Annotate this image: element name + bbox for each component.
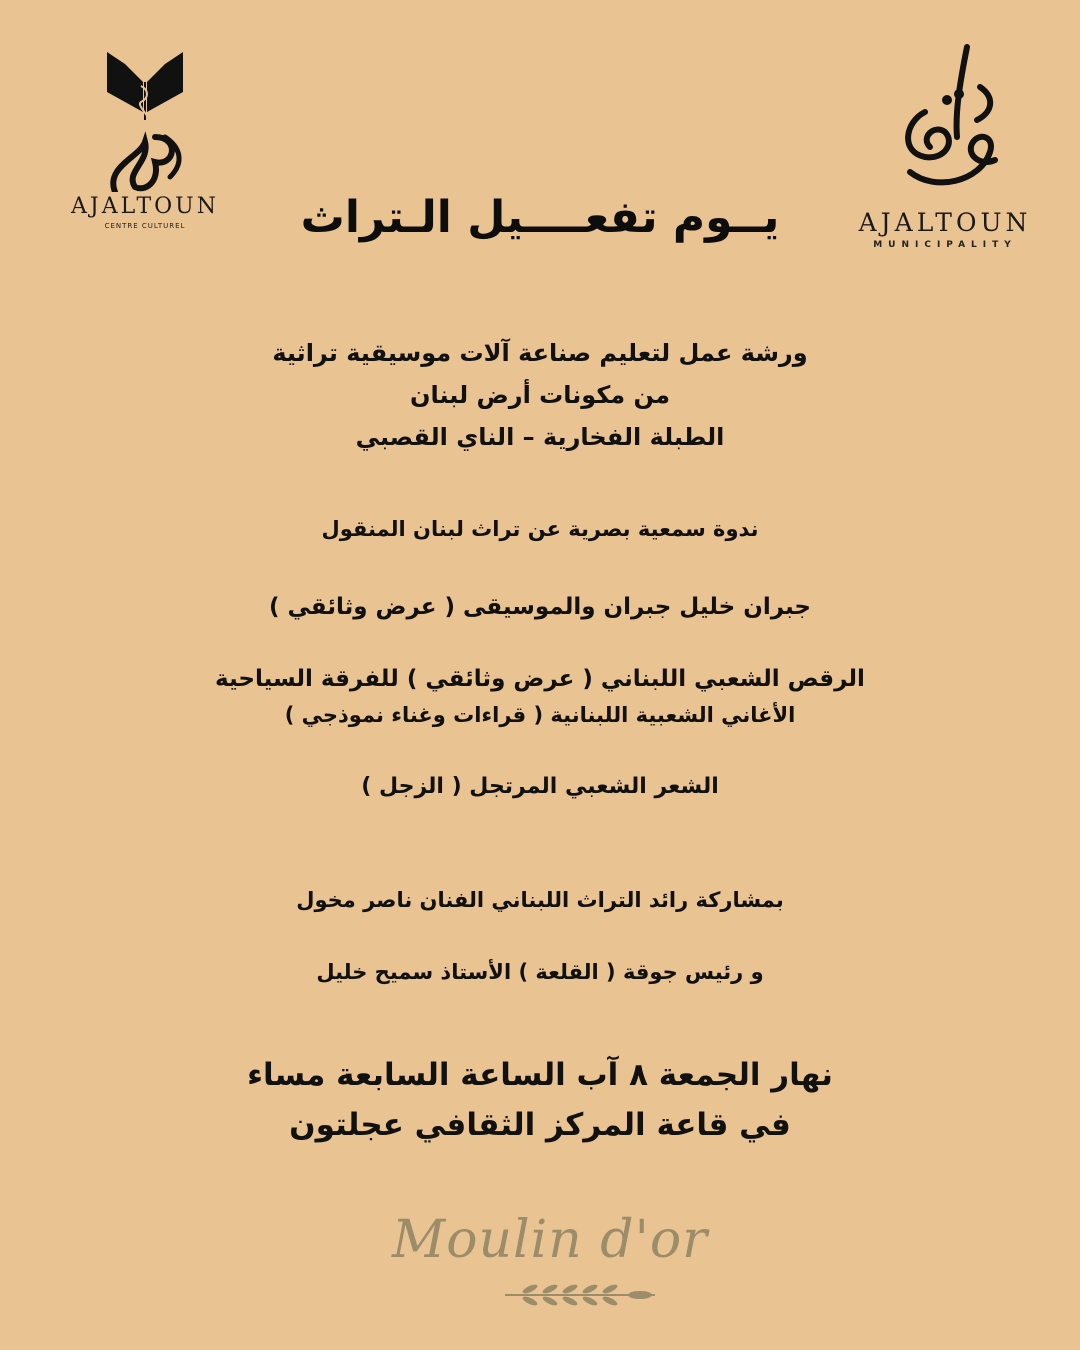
seminar-item: ندوة سمعية بصرية عن تراث لبنان المنقول [321,517,759,541]
sponsor-logo [380,1210,720,1320]
logo-right-name: AJALTOUN [858,208,1032,237]
poetry-item: الشعر الشعبي المرتجل ( الزجل ) [361,774,719,799]
logo-right-subtitle: MUNICIPALITY [873,240,1017,250]
logo-municipality [840,42,1050,250]
ajaltoun-calligraphy-icon [885,42,1005,202]
event-date: نهار الجمعة ٨ آب الساعة السابعة مساء [247,1057,833,1093]
songs-item: الأغاني الشعبية اللبنانية ( قراءات وغناء نموذجي ) [284,703,796,727]
workshop-line-1: ورشة عمل لتعليم صناعة آلات موسيقية تراثية [272,339,808,367]
dance-item: الرقص الشعبي اللبناني ( عرض وثائقي ) للفرقة السياحية [215,666,865,692]
event-date-venue [140,1050,940,1150]
sponsor-name: Moulin d'or [391,1210,709,1270]
logo-centre-culturel [60,42,230,230]
logo-left-name: AJALTOUN [71,194,219,219]
participant-line-2: و رئيس جوقة ( القلعة ) الأستاذ سميح خليل [316,960,764,984]
page-title: يــوم تفعــــيل الـتراث [300,192,780,243]
workshop-line-3: الطبلة الفخارية – الناي القصبي [355,423,725,451]
event-venue: في قاعة المركز الثقافي عجلتون [289,1107,791,1143]
logo-left-subtitle: CENTRE CULTUREL [104,222,186,230]
wheat-icon [500,1280,660,1310]
gibran-item: جبران خليل جبران والموسيقى ( عرض وثائقي ) [268,594,811,620]
workshop-line-2: من مكونات أرض لبنان [410,381,670,409]
participant-line-1: بمشاركة رائد التراث اللبناني الفنان ناصر مخول [296,888,784,912]
book-calligraphy-icon [85,42,205,192]
workshop-section [140,332,940,458]
